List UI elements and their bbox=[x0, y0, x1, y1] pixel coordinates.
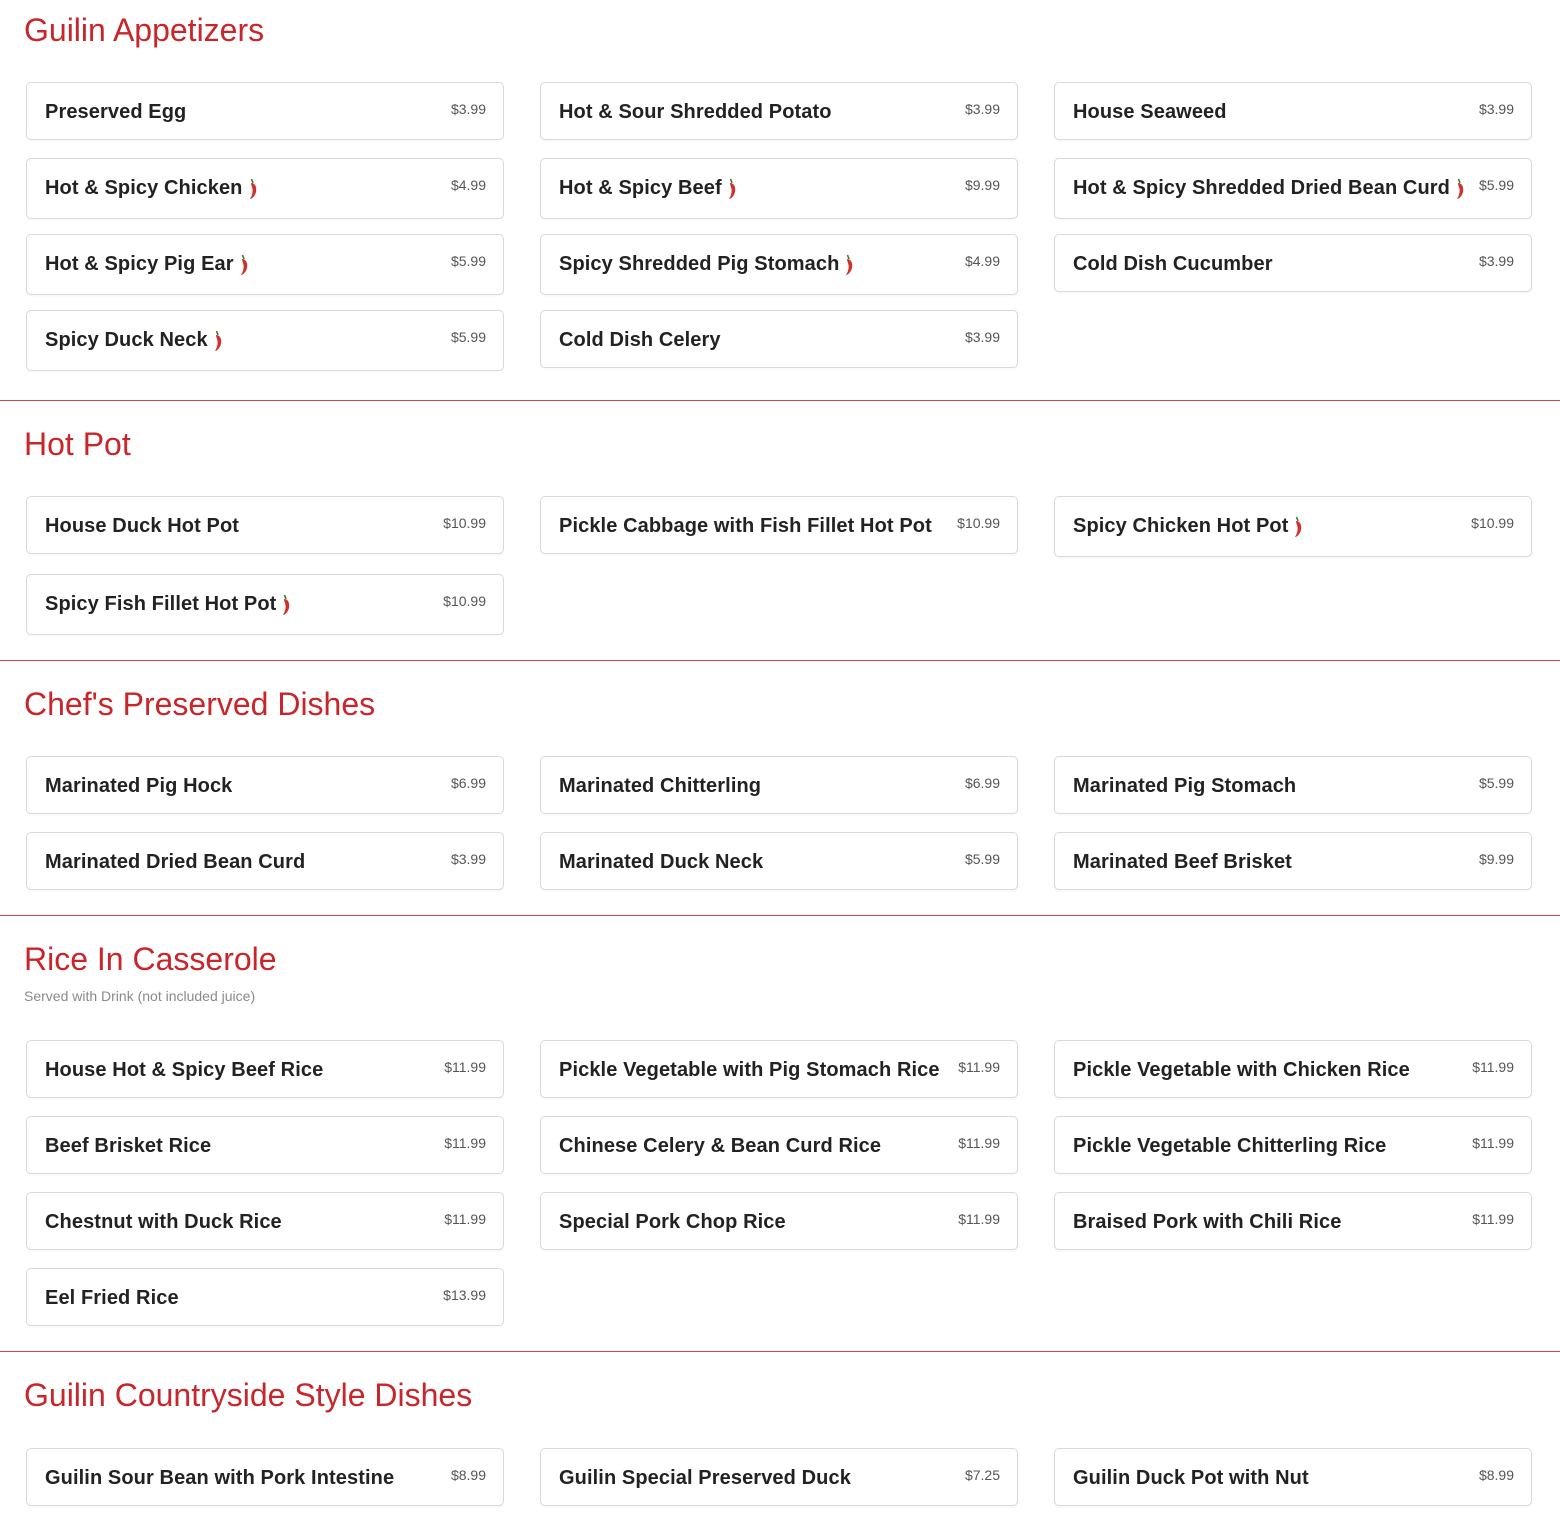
menu-item-card[interactable] bbox=[26, 234, 504, 295]
chili-pepper-icon bbox=[1455, 178, 1465, 200]
menu-item-card[interactable] bbox=[540, 832, 1018, 890]
menu-item-label: Hot & Spicy Beef bbox=[559, 177, 722, 199]
menu-item-label: Special Pork Chop Rice bbox=[559, 1211, 786, 1233]
menu-item-name bbox=[45, 253, 249, 276]
menu-item-label: Guilin Special Preserved Duck bbox=[559, 1467, 851, 1489]
menu-item-label: Chinese Celery & Bean Curd Rice bbox=[559, 1135, 882, 1157]
section-divider bbox=[0, 915, 1560, 916]
menu-item-label: Preserved Egg bbox=[45, 101, 187, 123]
menu-item-name bbox=[559, 1059, 940, 1082]
menu-item-card[interactable] bbox=[540, 1116, 1018, 1174]
menu-item-label: Spicy Shredded Pig Stomach bbox=[559, 253, 840, 275]
menu-item-price: $5.99 bbox=[1478, 775, 1514, 791]
menu-item-card[interactable] bbox=[540, 1448, 1018, 1506]
chili-pepper-icon bbox=[281, 594, 291, 616]
menu-item-name bbox=[1073, 775, 1296, 798]
menu-item-price: $9.99 bbox=[964, 177, 1000, 193]
menu-item-label: Beef Brisket Rice bbox=[45, 1135, 212, 1157]
menu-item-price: $4.99 bbox=[450, 177, 486, 193]
menu-item-name bbox=[45, 329, 223, 352]
menu-item-price: $9.99 bbox=[1478, 851, 1514, 867]
menu-item-price: $3.99 bbox=[964, 329, 1000, 345]
menu-item-card[interactable] bbox=[26, 1192, 504, 1250]
menu-item-card[interactable] bbox=[1054, 756, 1532, 814]
menu-item-card[interactable] bbox=[540, 1192, 1018, 1250]
menu-item-price: $3.99 bbox=[450, 851, 486, 867]
menu-item-name bbox=[1073, 177, 1465, 200]
chili-pepper-icon bbox=[239, 254, 249, 276]
menu-item-name bbox=[559, 1467, 851, 1490]
menu-item-label: Hot & Sour Shredded Potato bbox=[559, 101, 832, 123]
menu-item-label: Pickle Vegetable with Pig Stomach Rice bbox=[559, 1059, 940, 1081]
menu-item-card[interactable] bbox=[1054, 234, 1532, 292]
menu-item-price: $11.99 bbox=[444, 1135, 486, 1151]
menu-item-label: House Hot & Spicy Beef Rice bbox=[45, 1059, 324, 1081]
menu-item-price: $11.99 bbox=[958, 1211, 1000, 1227]
menu-item-price: $6.99 bbox=[450, 775, 486, 791]
section-divider bbox=[0, 1351, 1560, 1352]
menu-item-name bbox=[45, 1467, 394, 1490]
menu-item-label: Chestnut with Duck Rice bbox=[45, 1211, 282, 1233]
menu-item-name bbox=[1073, 253, 1273, 276]
menu-item-price: $3.99 bbox=[1478, 253, 1514, 269]
menu-item-card[interactable] bbox=[540, 496, 1018, 554]
menu-item-label: Marinated Chitterling bbox=[559, 775, 762, 797]
menu-item-label: Hot & Spicy Chicken bbox=[45, 177, 243, 199]
menu-item-card[interactable] bbox=[540, 756, 1018, 814]
menu-item-name bbox=[45, 851, 305, 874]
menu-item-name bbox=[559, 253, 854, 276]
menu-item-label: House Seaweed bbox=[1073, 101, 1227, 123]
menu-item-name bbox=[559, 329, 721, 352]
menu-item-price: $8.99 bbox=[450, 1467, 486, 1483]
menu-item-card[interactable] bbox=[1054, 496, 1532, 557]
menu-item-card[interactable] bbox=[1054, 832, 1532, 890]
menu-item-name bbox=[45, 1135, 211, 1158]
menu-item-name bbox=[1073, 851, 1292, 874]
menu-item-card[interactable] bbox=[26, 1116, 504, 1174]
menu-item-card[interactable] bbox=[26, 82, 504, 140]
menu-item-label: Spicy Chicken Hot Pot bbox=[1073, 515, 1289, 537]
menu-item-card[interactable] bbox=[1054, 158, 1532, 219]
menu-item-label: Guilin Duck Pot with Nut bbox=[1073, 1467, 1309, 1489]
menu-item-name bbox=[45, 177, 258, 200]
menu-item-name bbox=[45, 101, 186, 124]
menu-item-price: $3.99 bbox=[450, 101, 486, 117]
menu-item-card[interactable] bbox=[540, 234, 1018, 295]
menu-item-label: Pickle Vegetable with Chicken Rice bbox=[1073, 1059, 1410, 1081]
menu-item-label: Guilin Sour Bean with Pork Intestine bbox=[45, 1467, 395, 1489]
menu-item-name bbox=[45, 775, 232, 798]
menu-item-card[interactable] bbox=[26, 158, 504, 219]
menu-item-name bbox=[1073, 1135, 1386, 1158]
menu-item-price: $10.99 bbox=[957, 515, 1000, 531]
menu-item-label: Marinated Dried Bean Curd bbox=[45, 851, 306, 873]
menu-item-price: $10.99 bbox=[443, 593, 486, 609]
menu-item-name bbox=[1073, 1211, 1341, 1234]
menu-item-card[interactable] bbox=[26, 1268, 504, 1326]
menu-item-name bbox=[559, 851, 763, 874]
menu-item-label: Eel Fried Rice bbox=[45, 1287, 179, 1309]
chili-pepper-icon bbox=[213, 330, 223, 352]
menu-item-card[interactable] bbox=[540, 310, 1018, 368]
menu-item-price: $8.99 bbox=[1478, 1467, 1514, 1483]
menu-item-label: Marinated Duck Neck bbox=[559, 851, 764, 873]
menu-item-card[interactable] bbox=[1054, 82, 1532, 140]
menu-item-price: $10.99 bbox=[443, 515, 486, 531]
section-divider bbox=[0, 400, 1560, 401]
menu-item-name bbox=[45, 1211, 282, 1234]
menu-item-price: $11.99 bbox=[1472, 1135, 1514, 1151]
menu-item-label: Braised Pork with Chili Rice bbox=[1073, 1211, 1342, 1233]
menu-item-label: Marinated Pig Hock bbox=[45, 775, 233, 797]
menu-item-price: $11.99 bbox=[958, 1135, 1000, 1151]
menu-item-label: Marinated Pig Stomach bbox=[1073, 775, 1297, 797]
menu-item-label: Hot & Spicy Shredded Dried Bean Curd bbox=[1073, 177, 1450, 199]
menu-item-name bbox=[45, 1059, 323, 1082]
section-title: Chef's Preserved Dishes bbox=[24, 686, 376, 722]
menu-item-name bbox=[1073, 1467, 1309, 1490]
menu-item-label: Cold Dish Celery bbox=[559, 329, 721, 351]
menu-item-label: Marinated Beef Brisket bbox=[1073, 851, 1292, 873]
menu-item-name bbox=[559, 775, 761, 798]
menu-item-price: $5.99 bbox=[450, 329, 486, 345]
chili-pepper-icon bbox=[727, 178, 737, 200]
section-title: Hot Pot bbox=[24, 426, 131, 462]
menu-item-card[interactable] bbox=[1054, 1116, 1532, 1174]
menu-item-label: House Duck Hot Pot bbox=[45, 515, 240, 537]
menu-item-price: $4.99 bbox=[964, 253, 1000, 269]
section-title: Rice In Casserole bbox=[24, 941, 277, 977]
menu-item-label: Hot & Spicy Pig Ear bbox=[45, 253, 234, 275]
menu-item-card[interactable] bbox=[1054, 1040, 1532, 1098]
menu-item-card[interactable] bbox=[540, 158, 1018, 219]
menu-item-card[interactable] bbox=[26, 1040, 504, 1098]
menu-item-card[interactable] bbox=[26, 756, 504, 814]
menu-item-price: $6.99 bbox=[964, 775, 1000, 791]
menu-item-name bbox=[45, 515, 239, 538]
section-title: Guilin Appetizers bbox=[24, 12, 265, 48]
menu-item-name bbox=[559, 1135, 881, 1158]
section-title: Guilin Countryside Style Dishes bbox=[24, 1377, 473, 1413]
menu-item-price: $11.99 bbox=[444, 1211, 486, 1227]
menu-item-price: $13.99 bbox=[443, 1287, 486, 1303]
menu-item-label: Spicy Fish Fillet Hot Pot bbox=[45, 593, 277, 615]
menu-item-card[interactable] bbox=[1054, 1448, 1532, 1506]
section-note: Served with Drink (not included juice) bbox=[24, 988, 256, 1004]
menu-item-price: $3.99 bbox=[1478, 101, 1514, 117]
menu-item-card[interactable] bbox=[26, 574, 504, 635]
menu-item-card[interactable] bbox=[26, 310, 504, 371]
menu-item-price: $10.99 bbox=[1471, 515, 1514, 531]
menu-item-card[interactable] bbox=[540, 1040, 1018, 1098]
menu-item-card[interactable] bbox=[26, 496, 504, 554]
menu-item-name bbox=[559, 1211, 786, 1234]
menu-item-label: Cold Dish Cucumber bbox=[1073, 253, 1273, 275]
chili-pepper-icon bbox=[844, 254, 854, 276]
chili-pepper-icon bbox=[1293, 516, 1303, 538]
menu-item-name bbox=[559, 177, 737, 200]
menu-item-card[interactable] bbox=[1054, 1192, 1532, 1250]
menu-item-label: Spicy Duck Neck bbox=[45, 329, 208, 351]
menu-item-name bbox=[45, 1287, 179, 1310]
menu-item-price: $5.99 bbox=[450, 253, 486, 269]
menu-item-price: $5.99 bbox=[1478, 177, 1514, 193]
menu-item-price: $5.99 bbox=[964, 851, 1000, 867]
menu-item-price: $11.99 bbox=[1472, 1059, 1514, 1075]
menu-item-name bbox=[1073, 1059, 1410, 1082]
menu-item-name bbox=[559, 515, 932, 538]
menu-item-price: $11.99 bbox=[958, 1059, 1000, 1075]
menu-item-name bbox=[45, 593, 291, 616]
menu-item-label: Pickle Vegetable Chitterling Rice bbox=[1073, 1135, 1387, 1157]
menu-item-price: $7.25 bbox=[964, 1467, 1000, 1483]
menu-item-name bbox=[559, 101, 832, 124]
menu-item-card[interactable] bbox=[540, 82, 1018, 140]
menu-item-price: $11.99 bbox=[444, 1059, 486, 1075]
menu-item-card[interactable] bbox=[26, 832, 504, 890]
menu-item-card[interactable] bbox=[26, 1448, 504, 1506]
menu-item-name bbox=[1073, 515, 1303, 538]
section-divider bbox=[0, 660, 1560, 661]
menu-item-name bbox=[1073, 101, 1227, 124]
menu-item-label: Pickle Cabbage with Fish Fillet Hot Pot bbox=[559, 515, 932, 537]
chili-pepper-icon bbox=[248, 178, 258, 200]
menu-item-price: $11.99 bbox=[1472, 1211, 1514, 1227]
menu-item-price: $3.99 bbox=[964, 101, 1000, 117]
